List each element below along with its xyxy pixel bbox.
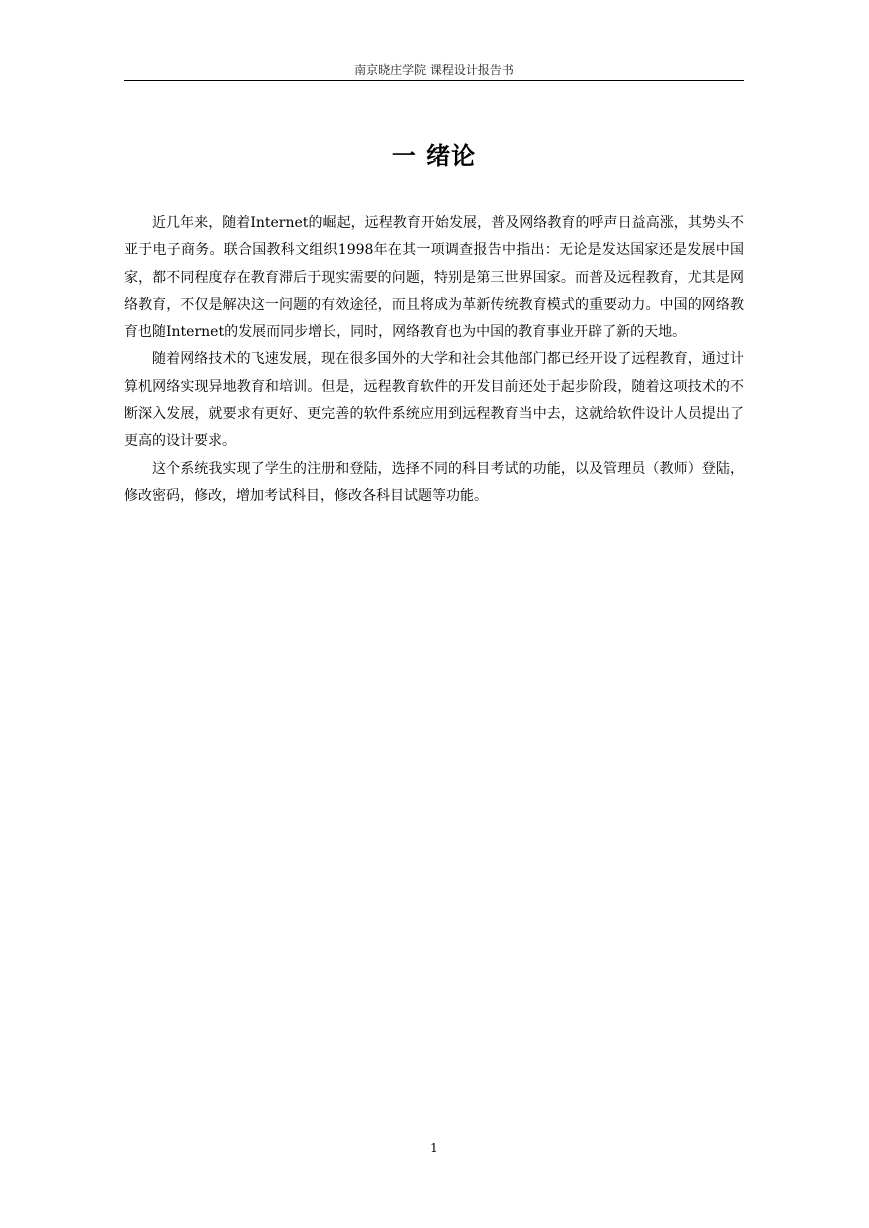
page-header: 南京晓庄学院 课程设计报告书 [354,63,514,77]
paragraph-1: 近几年来，随着Internet的崛起，远程教育开始发展，普及网络教育的呼声日益高涨，其势头不亚于电子商务。联合国教科文组织1998年在其一项调查报告中指出：无论是发达国家还是发展中国家，都不同程度存在教育滞后于现实需要的问题，特别是第三世界国家。而普及远程教育，尤其是网络教育，不仅是解决这一问题的有效途径，而且将成为革新传统教育模式的重要动力。中国的网络教育也随Internet的发展而同步增长，同时，网络教育也为中国的教育事业开辟了新的天地。 [124,215,744,341]
chapter-title: 一 绪论 [391,141,477,170]
header-divider [124,80,744,81]
body-text [124,210,744,510]
paragraph-2: 随着网络技术的飞速发展，现在很多国外的大学和社会其他部门都已经开设了远程教育，通过计算机网络实现异地教育和培训。但是，远程教育软件的开发目前还处于起步阶段，随着这项技术的不断深入发展，就要求有更好、更完善的软件系统应用到远程教育当中去，这就给软件设计人员提出了更高的设计要求。 [124,351,744,450]
paragraph-3: 这个系统我实现了学生的注册和登陆，选择不同的科目考试的功能，以及管理员（教师）登陆，修改密码，修改，增加考试科目，修改各科目试题等功能。 [124,460,744,504]
page-number: 1 [430,1141,438,1155]
